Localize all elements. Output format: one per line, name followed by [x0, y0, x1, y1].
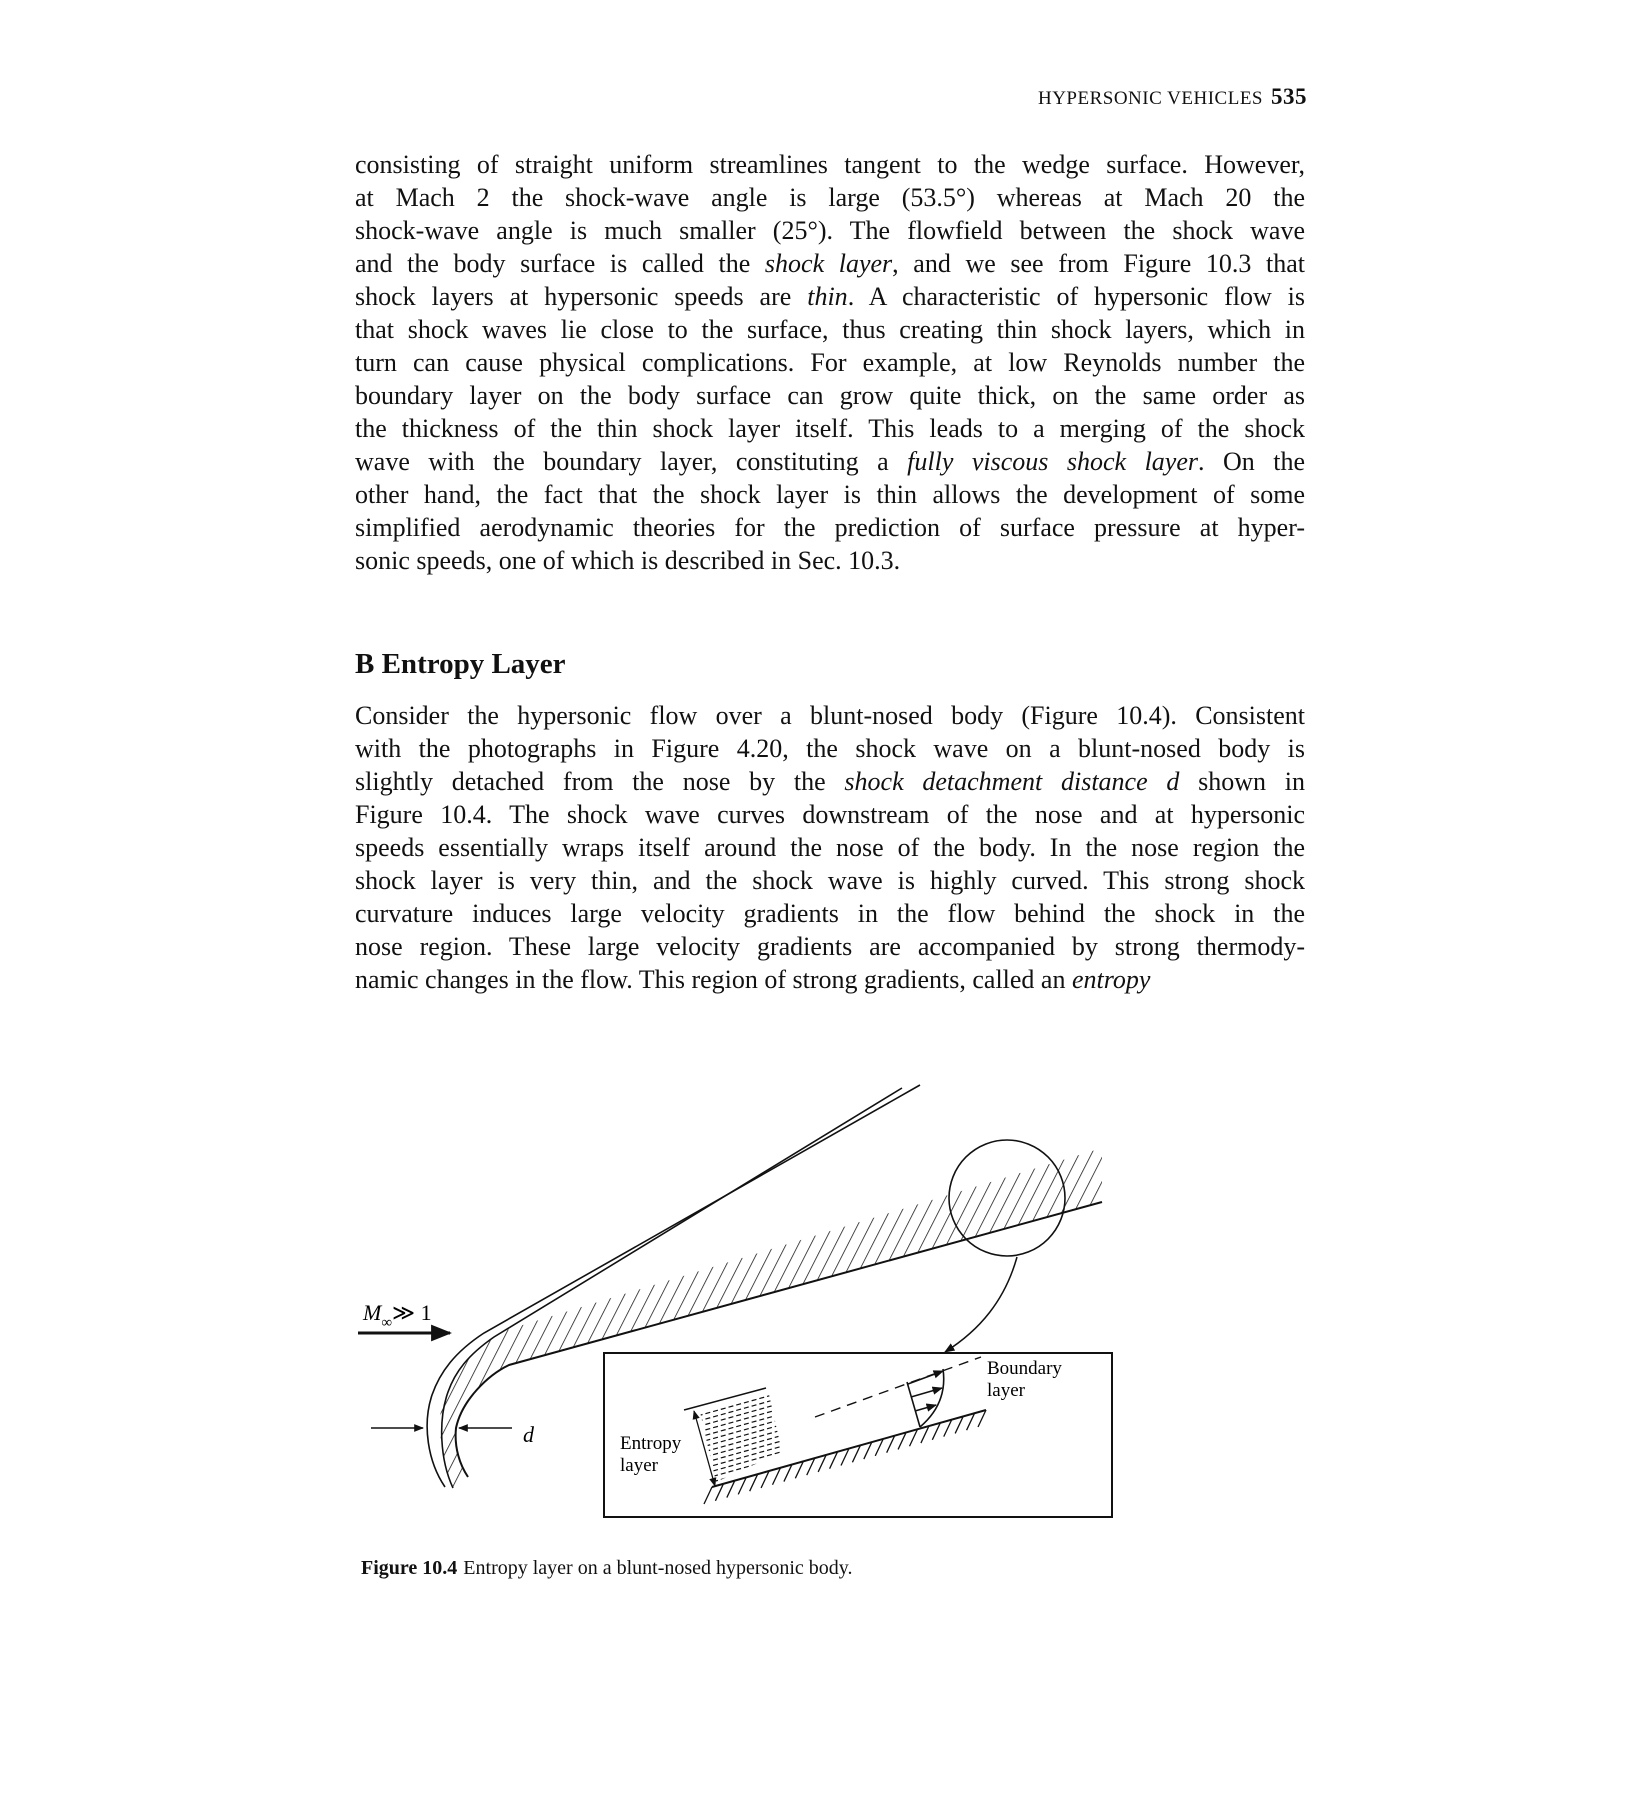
entropy-layer-top: [684, 1388, 766, 1410]
text-run: simplified aerodynamic theories for the prediction of surface pressure at hyper-: [355, 513, 1305, 542]
text-run: consisting of straight uniform streamlines tangent to the wedge surface. However,: [355, 150, 1305, 179]
text-run: shock layers at hypersonic speeds are: [355, 282, 808, 311]
text-run: that shock waves lie close to the surface, thus creating thin shock layers, which in: [355, 315, 1305, 344]
entropy-layer-label-line1: Entropy: [620, 1433, 682, 1454]
running-title: HYPERSONIC VEHICLES: [1037, 88, 1263, 109]
velocity-profile-base: [907, 1382, 920, 1427]
caption-text: Entropy layer on a blunt-nosed hypersonic body.: [463, 1557, 853, 1579]
text-run: nose region. These large velocity gradients are accompanied by strong thermody-: [355, 932, 1305, 961]
entropy-dash-row: [690, 1406, 790, 1434]
entropy-thickness-arrow: [694, 1411, 715, 1486]
boundary-layer-edge-dashed: [815, 1357, 981, 1417]
figure-caption: [361, 1557, 852, 1580]
text-run: wave with the boundary layer, constituting a: [355, 447, 908, 476]
text-run: speeds essentially wraps itself around the nose of the body. In the nose region the: [355, 833, 1305, 862]
entropy-dash-row: [690, 1433, 790, 1461]
entropy-layer-label-line2: layer: [620, 1455, 658, 1476]
section-heading: B Entropy Layer: [355, 648, 566, 680]
italic-term: shock layer: [764, 249, 893, 278]
caption-label: Figure 10.4: [361, 1557, 458, 1579]
entropy-dash-row: [690, 1422, 790, 1450]
boundary-layer-label-line2: layer: [987, 1380, 1025, 1401]
detachment-distance-label: d: [523, 1422, 534, 1447]
wall-hatch-stroke: [704, 1487, 712, 1504]
text-run: the thickness of the thin shock layer itself. This leads to a merging of the shock: [355, 414, 1305, 443]
text-run: boundary layer on the body surface can grow quite thick, on the same order as: [355, 381, 1305, 410]
text-run: slightly detached from the nose by the: [355, 767, 845, 796]
velocity-arrow: [911, 1388, 942, 1397]
italic-term: entropy: [1071, 965, 1151, 994]
velocity-arrow: [908, 1371, 943, 1384]
text-run: shock layer is very thin, and the shock wave is highly curved. This strong shock: [355, 866, 1305, 895]
text-run: Figure 10.4. The shock wave curves downstream of the nose and at hypersonic: [355, 800, 1305, 829]
page-number: 535: [1271, 84, 1307, 109]
text-run: other hand, the fact that the shock layer is thin allows the development of some: [355, 480, 1305, 509]
entropy-dash-row: [690, 1449, 790, 1477]
italic-term: shock detachment distance d: [844, 767, 1180, 796]
text-run: turn can cause physical complications. For example, at low Reynolds number the: [355, 348, 1305, 377]
italic-term: thin: [807, 282, 848, 311]
boundary-layer-label-line1: Boundary: [987, 1358, 1062, 1379]
text-run: shown in: [1179, 767, 1306, 796]
entropy-dash-row: [690, 1412, 790, 1440]
text-run: Consider the hypersonic flow over a blunt-nosed body (Figure 10.4). Consistent: [355, 701, 1305, 730]
velocity-arrow: [915, 1405, 936, 1411]
freestream-mach-label: $M_\infty≫$ 1: [363, 1300, 432, 1331]
text-run: sonic speeds, one of which is described in Sec. 10.3.: [355, 546, 901, 575]
italic-term: fully viscous shock layer: [907, 447, 1198, 476]
text-run: . A characteristic of hypersonic flow is: [847, 282, 1305, 311]
entropy-dash-row: [690, 1417, 790, 1445]
entropy-dash-row: [690, 1395, 790, 1423]
magnify-pointer-arrow: [945, 1257, 1017, 1352]
text-run: . On the: [1198, 447, 1306, 476]
text-run: , and we see from Figure 10.3 that: [892, 249, 1305, 278]
text-run: namic changes in the flow. This region of strong gradients, called an: [355, 965, 1072, 994]
text-run: with the photographs in Figure 4.20, the shock wave on a blunt-nosed body is: [355, 734, 1305, 763]
shock-layer-hatch: [440, 1148, 1102, 1488]
text-run: at Mach 2 the shock-wave angle is large (53.5°) whereas at Mach 20 the: [355, 183, 1305, 212]
text-run: curvature induces large velocity gradients in the flow behind the shock in the: [355, 899, 1305, 928]
text-run: and the body surface is called the: [355, 249, 765, 278]
entropy-dash-row: [690, 1460, 790, 1488]
text-run: shock-wave angle is much smaller (25°). The flowfield between the shock wave: [355, 216, 1305, 245]
